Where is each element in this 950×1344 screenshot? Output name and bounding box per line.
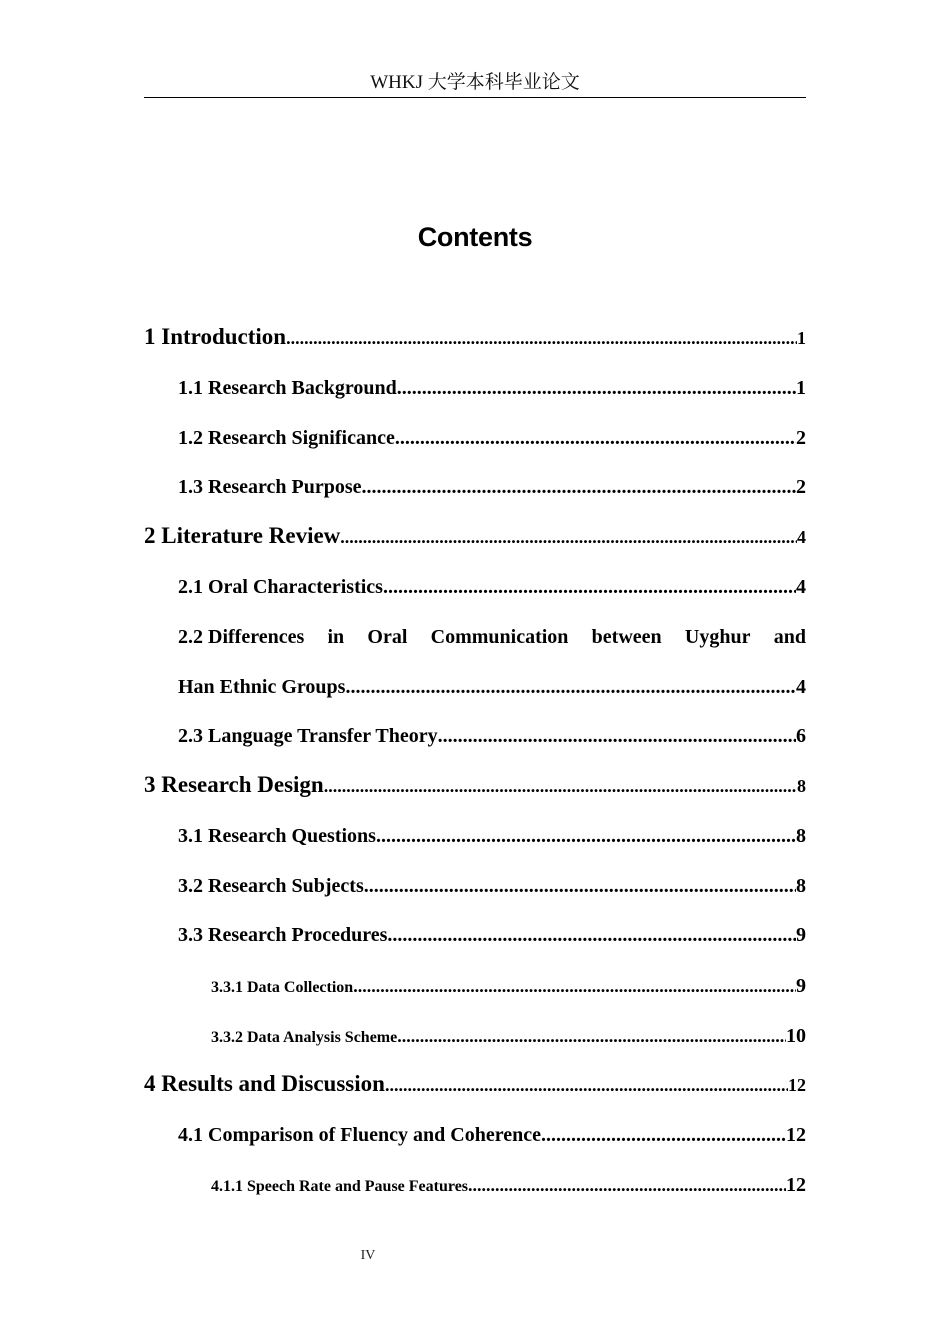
toc-entry-label: 2.3 Language Transfer Theory: [178, 725, 438, 747]
toc-entry-label: 3.3.1 Data Collection: [211, 979, 354, 996]
toc-entry-page: 8: [796, 875, 806, 897]
toc-entry-label: Han Ethnic Groups: [178, 676, 346, 698]
toc-entry-label: 1.1 Research Background: [178, 377, 397, 399]
toc-entry-label: 3.3.2 Data Analysis Scheme: [211, 1029, 398, 1046]
toc-entry-label: 4 Results and Discussion: [144, 1071, 385, 1096]
toc-entry-results-and-discussion[interactable]: [144, 1071, 806, 1097]
toc-entry-page: 1: [797, 328, 806, 348]
page-header: WHKJ 大学本科毕业论文: [144, 70, 806, 98]
toc-entry-research-questions[interactable]: [178, 825, 806, 848]
toc-entry-label: 4.1.1 Speech Rate and Pause Features: [211, 1178, 469, 1195]
toc-entry-page: 2: [796, 427, 806, 449]
toc-entry-page: 4: [796, 676, 806, 698]
toc-entry-page: 9: [796, 924, 806, 946]
toc-leader-dots: [324, 776, 797, 797]
toc-leader-dots: [438, 725, 796, 748]
toc-entry-page: 10: [786, 1025, 806, 1047]
toc-leader-dots: [541, 1124, 786, 1147]
toc-entry-label: 3 Research Design: [144, 772, 324, 797]
toc-entry-label: 3.2 Research Subjects: [178, 875, 364, 897]
toc-entry-word: 2.2 Differences: [178, 626, 305, 648]
toc-entry-label: 2.1 Oral Characteristics: [178, 576, 383, 598]
toc-leader-dots: [353, 976, 796, 997]
toc-entry-speech-rate-pause[interactable]: [211, 1174, 806, 1197]
toc-entry-page: 12: [788, 1075, 806, 1095]
toc-leader-dots: [340, 527, 797, 548]
toc-entry-label: 1.2 Research Significance: [178, 427, 395, 449]
toc-leader-dots: [345, 676, 796, 699]
toc-entry-word: Communication: [430, 626, 569, 648]
toc-leader-dots: [468, 1175, 786, 1196]
toc-entry-label: 1 Introduction: [144, 324, 287, 349]
toc-leader-dots: [364, 875, 796, 898]
toc-leader-dots: [383, 576, 796, 599]
toc-entry-research-procedures[interactable]: [178, 924, 806, 947]
toc-entry-word: Uyghur: [684, 626, 751, 648]
toc-entry-page: 12: [786, 1124, 806, 1146]
toc-leader-dots: [397, 377, 796, 400]
toc-entry-literature-review[interactable]: [144, 523, 806, 549]
toc-leader-dots: [385, 1075, 788, 1096]
toc-entry-research-significance[interactable]: [178, 427, 806, 450]
page-title: Contents: [417, 222, 533, 252]
toc-entry-label: 2 Literature Review: [144, 523, 341, 548]
toc-entry-page: 4: [797, 527, 806, 547]
toc-entry-introduction[interactable]: [144, 324, 806, 350]
toc-entry-page: 4: [796, 576, 806, 598]
toc-entry-page: 12: [786, 1174, 806, 1196]
toc-leader-dots: [362, 476, 797, 499]
toc-leader-dots: [286, 328, 797, 349]
toc-entry-fluency-coherence[interactable]: [178, 1124, 806, 1147]
toc-entry-data-analysis-scheme[interactable]: [211, 1025, 806, 1048]
toc-leader-dots: [387, 924, 796, 947]
toc-entry-label: 1.3 Research Purpose: [178, 476, 362, 498]
toc-entry-label: 4.1 Comparison of Fluency and Coherence: [178, 1124, 541, 1146]
toc-entry-research-background[interactable]: [178, 377, 806, 400]
toc-entry-page: 8: [797, 776, 806, 796]
toc-entry-research-subjects[interactable]: [178, 875, 806, 898]
toc-entry-research-purpose[interactable]: [178, 476, 806, 499]
toc-entry-data-collection[interactable]: [211, 975, 806, 998]
toc-entry-word: Oral: [367, 626, 408, 648]
toc-entry-page: 9: [796, 975, 806, 997]
toc-entry-word: in: [327, 626, 345, 648]
toc-entry-differences-line2[interactable]: [178, 676, 806, 699]
toc-entry-page: 2: [796, 476, 806, 498]
toc-leader-dots: [376, 825, 796, 848]
page-number: IV: [360, 1248, 376, 1263]
toc-entry-research-design[interactable]: [144, 772, 806, 798]
toc-entry-page: 8: [796, 825, 806, 847]
toc-leader-dots: [397, 1026, 786, 1047]
toc-entry-page: 1: [796, 377, 806, 399]
toc-entry-oral-characteristics[interactable]: [178, 576, 806, 599]
toc-entry-word: and: [773, 626, 806, 648]
toc-entry-language-transfer-theory[interactable]: [178, 725, 806, 748]
toc-entry-label: 3.3 Research Procedures: [178, 924, 388, 946]
toc-entry-page: 6: [796, 725, 806, 747]
toc-entry-differences-line1[interactable]: [178, 626, 806, 649]
toc-entry-label: 3.1 Research Questions: [178, 825, 376, 847]
toc-leader-dots: [395, 427, 796, 450]
toc-entry-word: between: [591, 626, 662, 648]
